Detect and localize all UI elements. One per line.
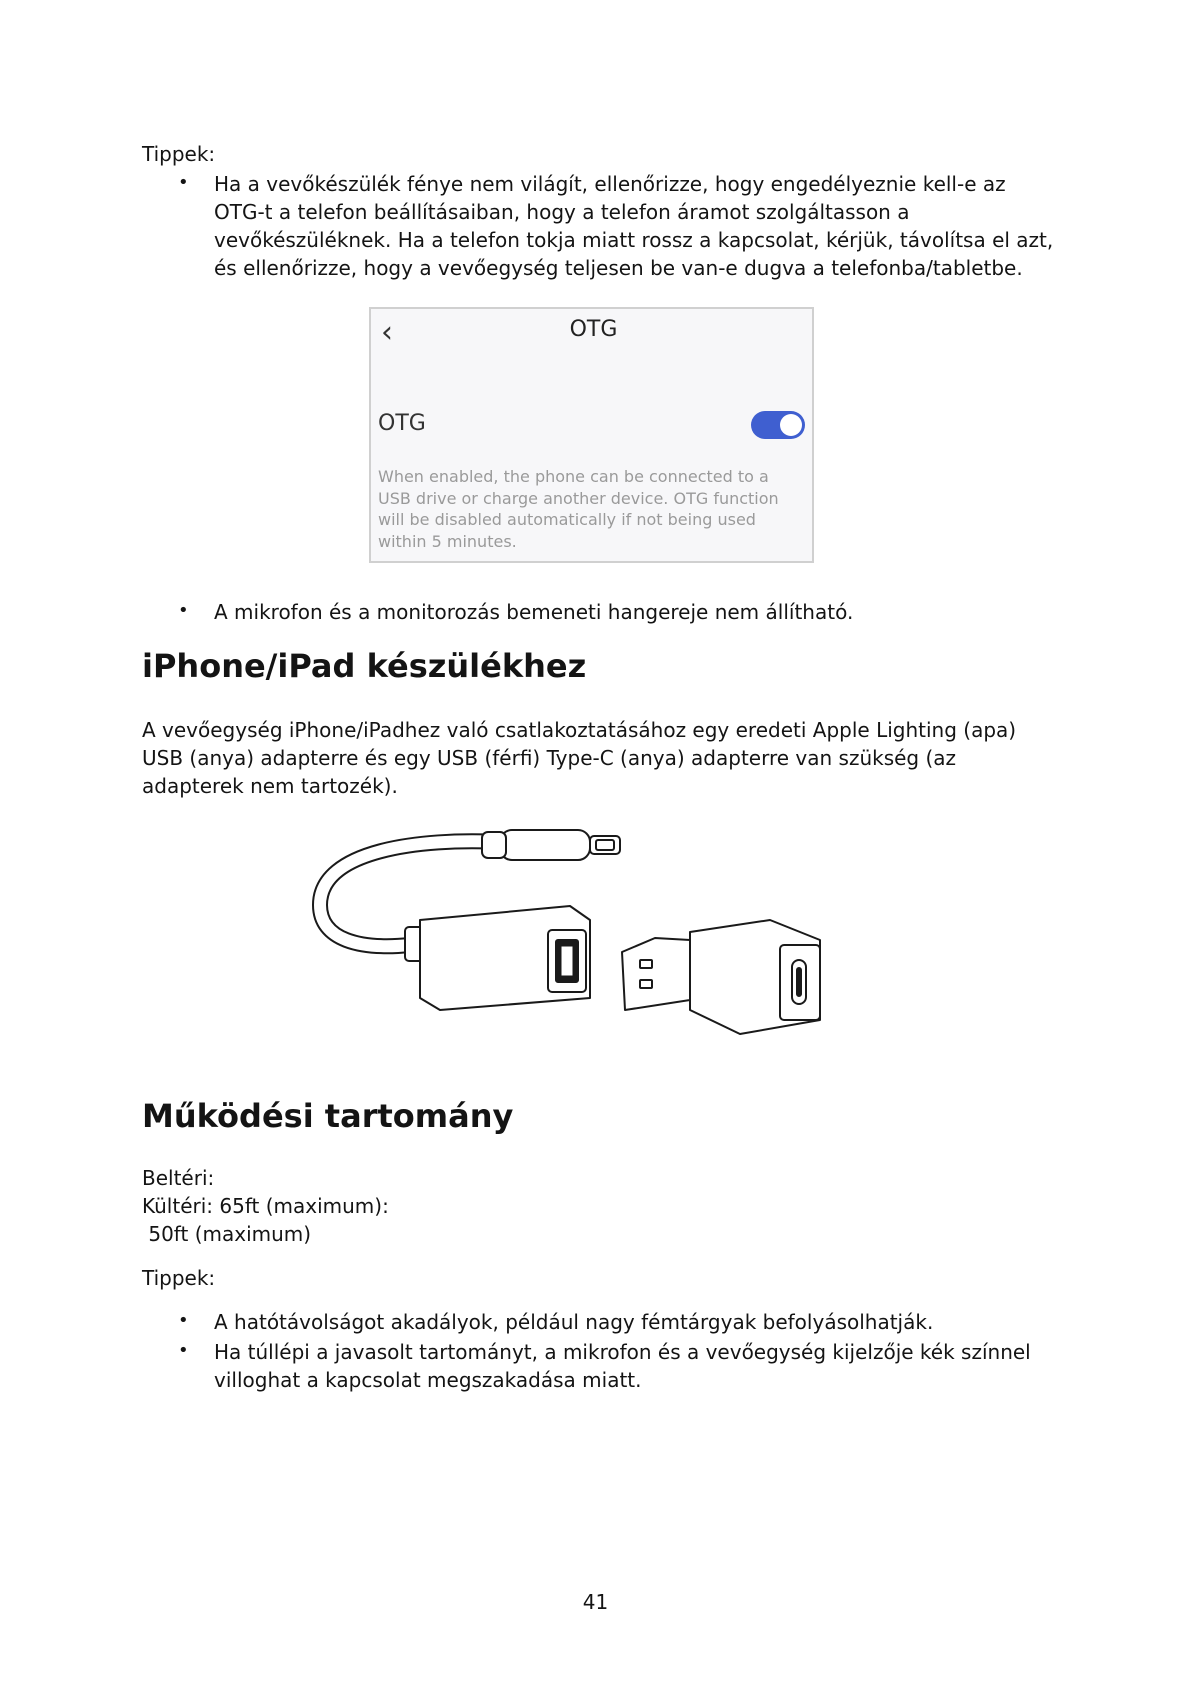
otg-settings-screenshot (369, 307, 814, 563)
otg-screen-title: OTG (569, 317, 618, 342)
bullet-icon: • (178, 1340, 189, 1361)
chevron-left-icon: ‹ (381, 315, 393, 350)
tips-heading: Tippek: (142, 142, 216, 166)
paragraph-line: USB (anya) adapterre és egy USB (férfi) Type-C (anya) adapterre van szükség (az (142, 746, 957, 770)
bullet-icon: • (178, 1310, 189, 1331)
range-line-outdoor: Kültéri: 65ft (maximum): (142, 1194, 389, 1218)
bullet-icon: • (178, 600, 189, 621)
range-line-indoor: Beltéri: (142, 1166, 215, 1190)
section-heading-range: Működési tartomány (142, 1097, 514, 1135)
list-item-line: A mikrofon és a monitorozás bemeneti hangereje nem állítható. (214, 600, 854, 624)
list-item-line: Ha a vevőkészülék fénye nem világít, ellenőrizze, hogy engedélyeznie kell-e az (214, 172, 1006, 196)
toggle-knob (780, 414, 802, 436)
otg-setting-label: OTG (378, 411, 426, 436)
lightning-usb-and-usb-typec-adapters-icon (300, 820, 880, 1080)
range-line-max: 50ft (maximum) (142, 1222, 312, 1246)
list-item-line: villoghat a kapcsolat megszakadása miatt. (214, 1368, 642, 1392)
tips-heading: Tippek: (142, 1266, 216, 1290)
section-heading-iphone: iPhone/iPad készülékhez (142, 647, 587, 685)
paragraph-line: A vevőegység iPhone/iPadhez való csatlakoztatásához egy eredeti Apple Lighting (apa) (142, 718, 1017, 742)
list-item-line: vevőkészüléknek. Ha a telefon tokja miatt rossz a kapcsolat, kérjük, távolítsa el azt, (214, 228, 1054, 252)
page-number: 41 (582, 1590, 609, 1614)
otg-description: When enabled, the phone can be connected to a USB drive or charge another device. OTG function will be disabled automatically if not being used within 5 minutes. (378, 467, 779, 551)
otg-toggle-switch (751, 411, 805, 439)
paragraph-line: adapterek nem tartozék). (142, 774, 398, 798)
list-item-line: OTG-t a telefon beállításaiban, hogy a telefon áramot szolgáltasson a (214, 200, 910, 224)
list-item-line: A hatótávolságot akadályok, például nagy fémtárgyak befolyásolhatják. (214, 1310, 934, 1334)
bullet-icon: • (178, 172, 189, 193)
list-item-line: Ha túllépi a javasolt tartományt, a mikrofon és a vevőegység kijelzője kék színnel (214, 1340, 1031, 1364)
list-item-line: és ellenőrizze, hogy a vevőegység teljesen be van-e dugva a telefonba/tabletbe. (214, 256, 1023, 280)
